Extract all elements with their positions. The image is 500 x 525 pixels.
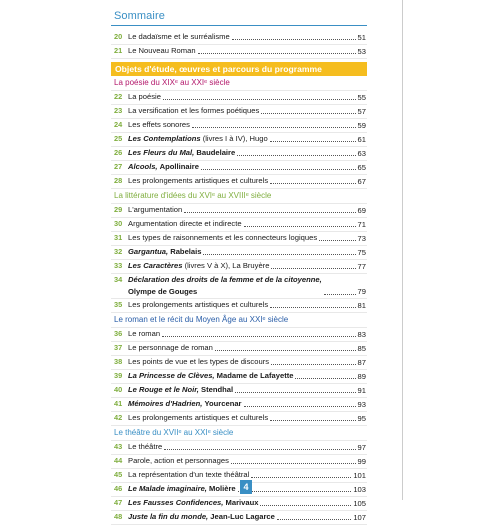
entry-work-title: Juste la fin du monde, (128, 512, 209, 521)
entry-title (128, 147, 235, 159)
entry-number: 43 (114, 442, 123, 451)
dot-leader (271, 363, 356, 365)
entry-title (128, 274, 322, 298)
dot-leader (215, 349, 356, 351)
entry-number: 28 (114, 176, 123, 185)
entry-number: 46 (114, 484, 123, 493)
toc-entry[interactable] (111, 232, 367, 246)
toc-entry[interactable] (111, 455, 367, 469)
entry-title (128, 497, 258, 509)
toc-entry[interactable] (111, 398, 367, 412)
entry-number: 41 (114, 399, 123, 408)
dot-leader (163, 98, 356, 100)
entry-page: 67 (357, 177, 366, 186)
entry-number: 20 (114, 32, 123, 41)
entry-number: 31 (114, 233, 123, 242)
entry-page: 65 (357, 163, 366, 172)
entry-number: 32 (114, 247, 123, 256)
toc-entry[interactable] (111, 469, 367, 483)
toc-entry[interactable] (111, 511, 367, 525)
entry-title (128, 246, 201, 258)
dot-leader (261, 112, 355, 114)
entry-page: 99 (357, 457, 366, 466)
entry-title: Parole, action et personnages (128, 456, 229, 465)
toc-sections (111, 76, 367, 525)
entry-number: 36 (114, 329, 123, 338)
entry-author: Baudelaire (196, 148, 236, 157)
entry-work-title: Les Fausses Confidences, (128, 498, 224, 507)
toc-entry[interactable] (111, 370, 367, 384)
dot-leader (192, 126, 356, 128)
dot-leader (232, 38, 356, 40)
entry-page: 71 (357, 220, 366, 229)
entry-work-title: Mémoires d'Hadrien, (128, 399, 203, 408)
entry-number: 30 (114, 219, 123, 228)
entry-title (128, 370, 293, 382)
entry-title: Le roman (128, 329, 161, 338)
entry-title (128, 511, 275, 523)
dot-leader (238, 490, 352, 492)
toc-entry[interactable] (111, 497, 367, 511)
toc-entry[interactable] (111, 204, 367, 218)
section-heading: La poésie du XIXᵉ au XXIᵉ siècle (111, 76, 367, 91)
entry-title: La représentation d'un texte théâtral (128, 470, 250, 479)
dot-leader (319, 239, 355, 241)
dot-leader (260, 504, 351, 506)
toc-entry[interactable] (111, 260, 367, 274)
entry-title: Argumentation directe et indirecte (128, 219, 242, 228)
dot-leader (324, 293, 356, 295)
entry-page: 81 (357, 301, 366, 310)
toc-entry[interactable] (111, 31, 367, 45)
entry-title (128, 161, 199, 173)
dot-leader (251, 476, 351, 478)
entry-title (128, 384, 233, 396)
toc-entry[interactable] (111, 328, 367, 342)
dot-leader (270, 306, 355, 308)
toc-entry[interactable] (111, 441, 367, 455)
entry-page: 77 (357, 262, 366, 271)
toc-entry[interactable] (111, 246, 367, 260)
entry-page: 89 (357, 372, 366, 381)
toc-entry[interactable] (111, 218, 367, 232)
toc-entry[interactable] (111, 274, 367, 299)
entry-page: 87 (357, 358, 366, 367)
entry-number: 26 (114, 148, 123, 157)
entry-title: Les prolongements artistiques et culturels (128, 413, 269, 422)
entry-title: La poésie (128, 92, 161, 101)
toc-entry[interactable] (111, 342, 367, 356)
dot-leader (270, 182, 355, 184)
title-rule (111, 25, 367, 26)
entry-number: 23 (114, 106, 123, 115)
table-of-contents (111, 31, 367, 525)
entry-title: Les types de raisonnements et les connecteurs logiques (128, 233, 318, 242)
entry-number: 47 (114, 498, 123, 507)
entry-page: 57 (357, 107, 366, 116)
toc-entry[interactable] (111, 147, 367, 161)
entry-work-title: Les Contemplations (128, 134, 201, 143)
entry-title: L'argumentation (128, 205, 183, 214)
entry-page: 91 (357, 386, 366, 395)
entry-title (128, 398, 242, 410)
entry-number: 22 (114, 92, 123, 101)
entry-author: (livres I à IV), Hugo (202, 134, 268, 143)
dot-leader (203, 253, 355, 255)
entry-number: 33 (114, 261, 123, 270)
entry-author: Jean-Luc Lagarce (210, 512, 275, 521)
entry-author: Olympe de Gouges (128, 287, 198, 296)
dot-leader (198, 52, 356, 54)
entry-page: 59 (357, 121, 366, 130)
entry-number: 44 (114, 456, 123, 465)
entry-number: 29 (114, 205, 123, 214)
page-edge-rule (402, 0, 403, 500)
entry-page: 103 (353, 485, 366, 494)
page-title: Sommaire (114, 10, 165, 22)
entry-number: 27 (114, 162, 123, 171)
entry-page: 107 (353, 513, 366, 522)
toc-entry[interactable] (111, 45, 367, 59)
toc-entry[interactable] (111, 105, 367, 119)
toc-entry[interactable] (111, 384, 367, 398)
entry-title: Le dadaïsme et le surréalisme (128, 32, 230, 41)
dot-leader (277, 518, 351, 520)
entry-page: 51 (357, 33, 366, 42)
toc-entry[interactable] (111, 161, 367, 175)
toc-entry[interactable] (111, 412, 367, 426)
toc-entry[interactable] (111, 133, 367, 147)
entry-title: Les points de vue et les types de discours (128, 357, 269, 366)
toc-entry[interactable] (111, 356, 367, 370)
section-heading: Le roman et le récit du Moyen Âge au XXIᵉ siècle (111, 313, 367, 328)
entry-author: Apollinaire (159, 162, 199, 171)
entry-number: 35 (114, 300, 123, 309)
toc-entry[interactable] (111, 175, 367, 189)
dot-leader (235, 391, 355, 393)
dot-leader (201, 168, 356, 170)
entry-author: Marivaux (225, 498, 259, 507)
entry-author: Rabelais (170, 247, 202, 256)
dot-leader (271, 267, 355, 269)
entry-title: La versification et les formes poétiques (128, 106, 260, 115)
dot-leader (244, 225, 356, 227)
entry-author: Molière (209, 484, 236, 493)
dot-leader (295, 377, 355, 379)
entry-title (128, 483, 236, 495)
dot-leader (237, 154, 355, 156)
entry-page: 105 (353, 499, 366, 508)
dot-leader (244, 405, 356, 407)
entry-author: Yourcenar (204, 399, 242, 408)
entry-number: 21 (114, 46, 123, 55)
entry-title: Le personnage de roman (128, 343, 213, 352)
dot-leader (162, 335, 355, 337)
section-heading: Le théâtre du XVIIᵉ au XXIᵉ siècle (111, 426, 367, 441)
toc-entry[interactable] (111, 299, 367, 313)
entry-author: Madame de Lafayette (216, 371, 294, 380)
entry-work-title: Déclaration des droits de la femme et de la citoyenne, (128, 275, 322, 284)
entry-number: 45 (114, 470, 123, 479)
entry-number: 42 (114, 413, 123, 422)
entry-page: 101 (353, 471, 366, 480)
entry-page: 63 (357, 149, 366, 158)
entry-work-title: Alcools, (128, 162, 158, 171)
entry-page: 95 (357, 414, 366, 423)
entry-number: 37 (114, 343, 123, 352)
section-heading: La littérature d'idées du XVIᵉ au XVIIIᵉ siècle (111, 189, 367, 204)
entry-title: Les prolongements artistiques et culturels (128, 176, 269, 185)
entry-work-title: Le Rouge et le Noir, (128, 385, 199, 394)
entry-page: 83 (357, 330, 366, 339)
entry-page: 69 (357, 206, 366, 215)
entry-work-title: Gargantua, (128, 247, 169, 256)
entry-number: 34 (114, 275, 123, 284)
entry-page: 85 (357, 344, 366, 353)
dot-leader (270, 140, 356, 142)
toc-entry[interactable] (111, 483, 367, 497)
entry-title: Les prolongements artistiques et culturels (128, 300, 269, 309)
page-number: 4 (240, 480, 252, 494)
entry-work-title: Les Caractères (128, 261, 183, 270)
dot-leader (231, 462, 356, 464)
entry-number: 38 (114, 357, 123, 366)
entry-page: 55 (357, 93, 366, 102)
toc-entry[interactable] (111, 91, 367, 105)
entry-page: 79 (357, 287, 366, 296)
entry-title: Les effets sonores (128, 120, 190, 129)
entry-title (128, 260, 269, 272)
entry-number: 25 (114, 134, 123, 143)
entry-page: 93 (357, 400, 366, 409)
entry-work-title: La Princesse de Clèves, (128, 371, 215, 380)
entry-work-title: Le Malade imaginaire, (128, 484, 207, 493)
toc-entry[interactable] (111, 119, 367, 133)
entry-page: 53 (357, 47, 366, 56)
dot-leader (270, 419, 355, 421)
entry-page: 97 (357, 443, 366, 452)
entry-title: Le Nouveau Roman (128, 46, 196, 55)
entry-page: 73 (357, 234, 366, 243)
entry-author: Stendhal (201, 385, 234, 394)
entry-work-title: Les Fleurs du Mal, (128, 148, 195, 157)
entry-author: (livres V à X), La Bruyère (184, 261, 270, 270)
dot-leader (184, 211, 355, 213)
entry-number: 24 (114, 120, 123, 129)
entry-page: 75 (357, 248, 366, 257)
entry-title (128, 133, 268, 145)
entry-title: Le théâtre (128, 442, 163, 451)
entry-number: 40 (114, 385, 123, 394)
entry-number: 48 (114, 512, 123, 521)
program-banner: Objets d'étude, œuvres et parcours du programme (111, 62, 367, 76)
entry-page: 61 (357, 135, 366, 144)
dot-leader (164, 448, 355, 450)
entry-number: 39 (114, 371, 123, 380)
